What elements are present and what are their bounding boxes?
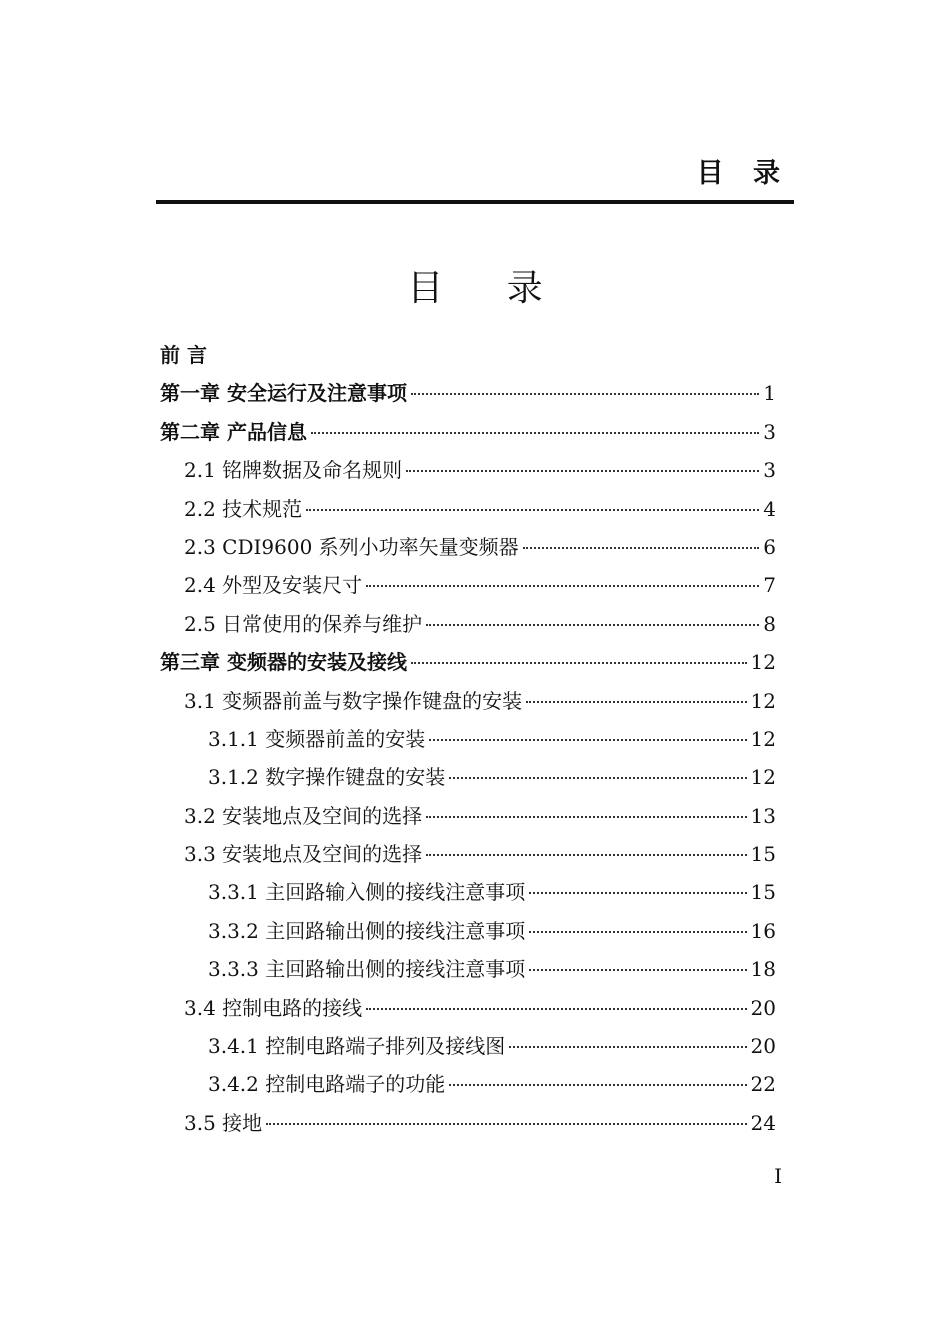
toc-entry-label: 3.3.3 主回路输出侧的接线注意事项 xyxy=(208,957,526,982)
toc-dot-leader xyxy=(366,585,759,587)
toc-entry-label: 2.3 CDI9600 系列小功率矢量变频器 xyxy=(184,534,519,559)
toc-entry-page: 1 xyxy=(763,381,776,406)
toc-entry-label: 前 言 xyxy=(160,343,207,367)
toc-dot-leader xyxy=(509,1046,746,1048)
toc-dot-leader xyxy=(526,701,746,703)
toc-dot-leader xyxy=(266,1123,746,1125)
toc-entry-label: 2.5 日常使用的保养与维护 xyxy=(184,611,423,636)
toc-entry-label: 3.4 控制电路的接线 xyxy=(184,995,363,1020)
toc-entry-page: 3 xyxy=(763,419,776,444)
toc-dot-leader xyxy=(529,931,746,933)
toc-entry-page: 4 xyxy=(763,496,776,521)
toc-entry-label: 3.5 接地 xyxy=(184,1110,263,1135)
toc-entry-label: 2.1 铭牌数据及命名规则 xyxy=(184,458,403,483)
toc-entry-page: 7 xyxy=(763,573,776,598)
toc-entry-label: 3.4.2 控制电路端子的功能 xyxy=(208,1072,446,1097)
toc-entry-label: 2.2 技术规范 xyxy=(184,496,303,521)
toc-entry-page: 15 xyxy=(750,880,776,905)
toc-dot-leader xyxy=(426,854,746,856)
toc-entry[interactable] xyxy=(160,490,776,528)
toc-entry[interactable] xyxy=(160,1104,776,1142)
toc-entry-page: 12 xyxy=(750,688,776,713)
toc-entry-page: 20 xyxy=(750,995,776,1020)
toc-entry-label: 2.4 外型及安装尺寸 xyxy=(184,573,363,598)
toc-entry-label: 3.1.2 数字操作键盘的安装 xyxy=(208,765,446,790)
toc-dot-leader xyxy=(529,969,746,971)
toc-entry-label: 3.2 安装地点及空间的选择 xyxy=(184,803,423,828)
toc-entry[interactable] xyxy=(160,950,776,988)
toc-entry[interactable] xyxy=(160,989,776,1027)
toc-entry[interactable] xyxy=(160,1065,776,1103)
toc-entry[interactable] xyxy=(160,451,776,489)
toc-entry[interactable] xyxy=(160,528,776,566)
toc-entry-page: 13 xyxy=(750,803,776,828)
toc-entry[interactable] xyxy=(160,1027,776,1065)
toc-entry-label: 3.3.2 主回路输出侧的接线注意事项 xyxy=(208,918,526,943)
toc-dot-leader xyxy=(311,432,759,434)
toc-entry-page: 22 xyxy=(750,1072,776,1097)
toc-entry-page: 20 xyxy=(750,1034,776,1059)
toc-dot-leader xyxy=(366,1008,746,1010)
toc-entry[interactable] xyxy=(160,336,776,374)
toc-dot-leader xyxy=(449,1084,746,1086)
toc-entry-label: 3.4.1 控制电路端子排列及接线图 xyxy=(208,1034,506,1059)
toc-dot-leader xyxy=(429,739,746,741)
toc-entry-page: 6 xyxy=(763,534,776,559)
toc-entry-page: 16 xyxy=(750,918,776,943)
toc-dot-leader xyxy=(426,624,759,626)
toc-dot-leader xyxy=(411,393,759,395)
toc-entry[interactable] xyxy=(160,873,776,911)
toc-entry-page: 18 xyxy=(750,957,776,982)
toc-entry-label: 3.1.1 变频器前盖的安装 xyxy=(208,726,426,751)
toc-entry-label: 第三章 变频器的安装及接线 xyxy=(160,650,407,675)
toc-dot-leader xyxy=(529,892,746,894)
toc-dot-leader xyxy=(306,509,759,511)
table-of-contents xyxy=(160,336,776,1142)
toc-entry[interactable] xyxy=(160,413,776,451)
toc-entry-page: 12 xyxy=(750,765,776,790)
toc-entry[interactable] xyxy=(160,720,776,758)
toc-entry-label: 3.3 安装地点及空间的选择 xyxy=(184,842,423,867)
toc-dot-leader xyxy=(411,662,747,664)
toc-entry-label: 3.3.1 主回路输入侧的接线注意事项 xyxy=(208,880,526,905)
toc-dot-leader xyxy=(523,547,760,549)
toc-entry[interactable] xyxy=(160,835,776,873)
toc-entry[interactable] xyxy=(160,566,776,604)
toc-entry-label: 第二章 产品信息 xyxy=(160,419,307,444)
toc-entry-page: 3 xyxy=(763,458,776,483)
toc-dot-leader xyxy=(426,816,746,818)
header-rule xyxy=(156,200,794,204)
toc-entry-page: 12 xyxy=(750,650,776,675)
toc-entry-page: 24 xyxy=(750,1110,776,1135)
toc-entry-page: 15 xyxy=(750,842,776,867)
toc-entry[interactable] xyxy=(160,682,776,720)
toc-entry[interactable] xyxy=(160,643,776,681)
toc-entry[interactable] xyxy=(160,758,776,796)
toc-entry-page: 12 xyxy=(750,726,776,751)
toc-entry[interactable] xyxy=(160,797,776,835)
toc-entry[interactable] xyxy=(160,912,776,950)
toc-entry[interactable] xyxy=(160,374,776,412)
toc-dot-leader xyxy=(449,777,746,779)
toc-entry-label: 3.1 变频器前盖与数字操作键盘的安装 xyxy=(184,688,523,713)
toc-entry[interactable] xyxy=(160,605,776,643)
toc-entry-page: 8 xyxy=(763,611,776,636)
toc-entry-label: 第一章 安全运行及注意事项 xyxy=(160,381,407,406)
page-title: 目 录 xyxy=(407,268,569,310)
running-header-title: 目 录 xyxy=(696,158,790,189)
page-number: I xyxy=(774,1164,782,1188)
toc-dot-leader xyxy=(406,470,759,472)
